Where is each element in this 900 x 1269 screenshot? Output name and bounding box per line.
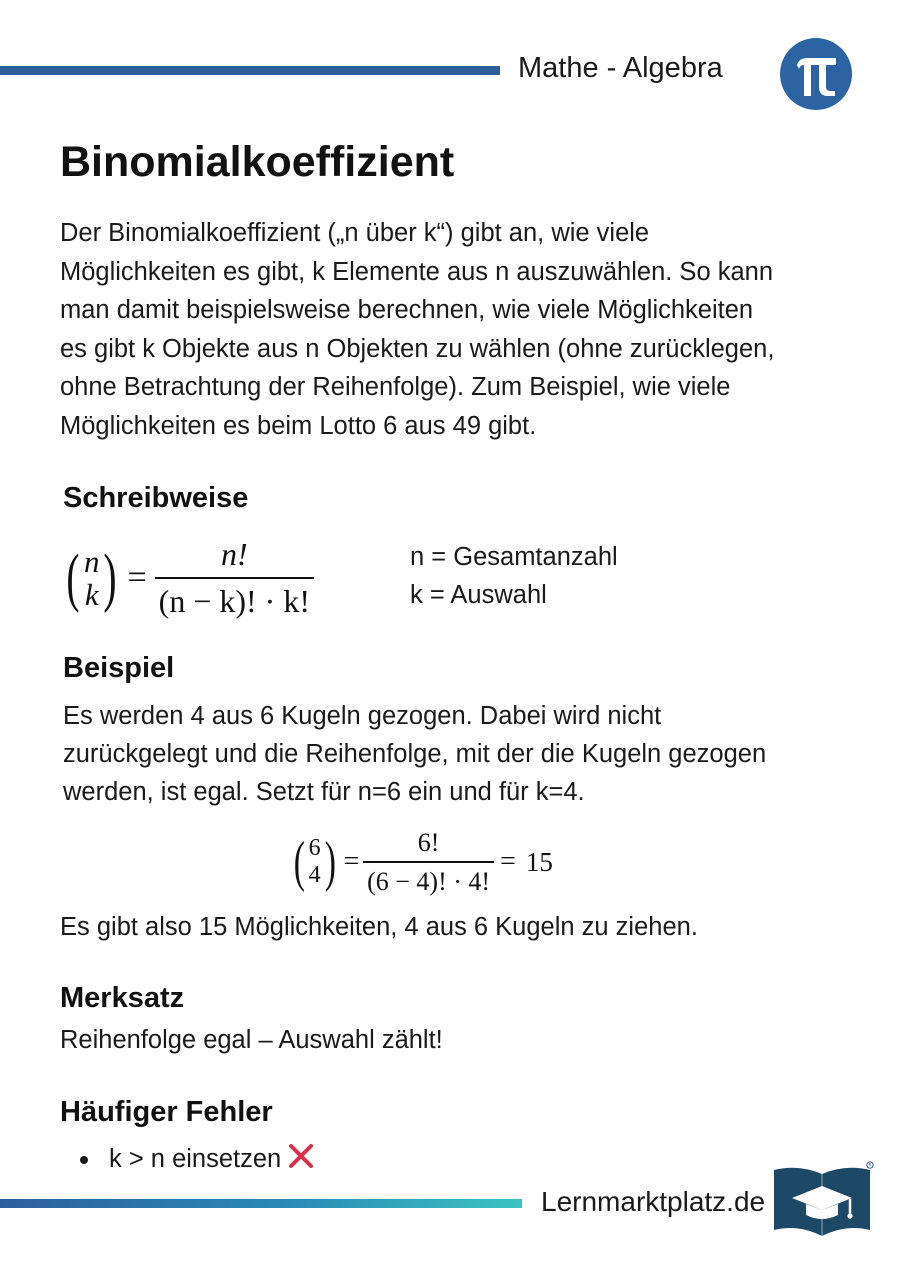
list-item	[80, 1142, 315, 1177]
intro-line: man damit beispielsweise berechnen, wie viele Möglichkeiten	[60, 296, 754, 325]
fraction-numerator: 6!	[417, 828, 440, 857]
intro-line: es gibt k Objekte aus n Objekten zu wählen (ohne zurücklegen,	[60, 334, 775, 363]
binomial-top: 6	[308, 835, 321, 862]
fraction	[159, 536, 310, 620]
subject-label: Mathe - Algebra	[518, 52, 723, 84]
mistakes-heading: Häufiger Fehler	[60, 1096, 273, 1128]
bullet-icon	[80, 1156, 88, 1164]
intro-line: Möglichkeiten es beim Lotto 6 aus 49 gibt.	[60, 411, 537, 440]
header-rule	[0, 66, 500, 75]
binomial-stack	[309, 835, 321, 889]
svg-text:R: R	[868, 1163, 872, 1169]
legend-n: n = Gesamtanzahl	[410, 543, 618, 571]
right-paren: )	[103, 541, 118, 614]
binomial-stack	[84, 545, 100, 611]
footer-rule	[0, 1199, 522, 1208]
example-conclusion: Es gibt also 15 Möglichkeiten, 4 aus 6 Kugeln zu ziehen.	[60, 913, 698, 941]
binomial-bottom: k	[84, 577, 99, 612]
mistake-text: k > n einsetzen	[109, 1145, 282, 1173]
pi-icon	[780, 38, 852, 110]
intro-line: Möglichkeiten es gibt, k Elemente aus n auszuwählen. So kann	[60, 257, 774, 286]
binomial-top: n	[83, 544, 100, 579]
cross-icon	[287, 1142, 315, 1177]
binomial-symbol	[62, 541, 121, 614]
legend-k: k = Auswahl	[410, 581, 547, 609]
intro-line: ohne Betrachtung der Reihenfolge). Zum Beispiel, wie viele	[60, 373, 731, 402]
intro-line: Der Binomialkoeffizient („n über k“) gibt an, wie viele	[60, 219, 650, 247]
example-heading: Beispiel	[63, 652, 175, 684]
example-formula	[290, 828, 553, 897]
graduation-cap-book-icon	[770, 1160, 876, 1253]
mistakes-list	[80, 1142, 315, 1177]
equals-sign-2: =	[500, 846, 516, 878]
left-paren: (	[293, 831, 305, 894]
fraction-denominator: (n − k)! · k!	[158, 583, 310, 619]
binomial-bottom: 4	[308, 862, 321, 889]
example-line: werden, ist egal. Setzt für n=6 ein und für k=4.	[63, 778, 585, 806]
equals-sign: =	[343, 846, 360, 878]
fraction-numerator: n!	[220, 536, 248, 572]
brand-name: Lernmarktplatz.de	[541, 1186, 766, 1217]
left-paren: (	[66, 541, 80, 614]
example-paragraph	[63, 697, 853, 811]
rule-heading: Merksatz	[60, 982, 185, 1014]
intro-paragraph	[60, 214, 840, 446]
right-paren: )	[324, 831, 336, 894]
binomial-symbol	[290, 831, 339, 894]
page-title: Binomialkoeffizient	[60, 138, 455, 186]
rule-text: Reihenfolge egal – Auswahl zählt!	[60, 1026, 443, 1054]
example-line: Es werden 4 aus 6 Kugeln gezogen. Dabei wird nicht	[63, 702, 662, 730]
fraction-denominator: (6 − 4)! · 4!	[367, 866, 491, 896]
equals-sign: =	[127, 559, 147, 596]
example-line: zurückgelegt und die Reihenfolge, mit der die Kugeln gezogen	[63, 740, 767, 768]
formula-result: 15	[525, 846, 553, 877]
notation-heading: Schreibweise	[63, 482, 249, 514]
fraction	[367, 828, 490, 897]
binomial-formula	[62, 536, 310, 620]
variable-legend	[410, 538, 618, 614]
